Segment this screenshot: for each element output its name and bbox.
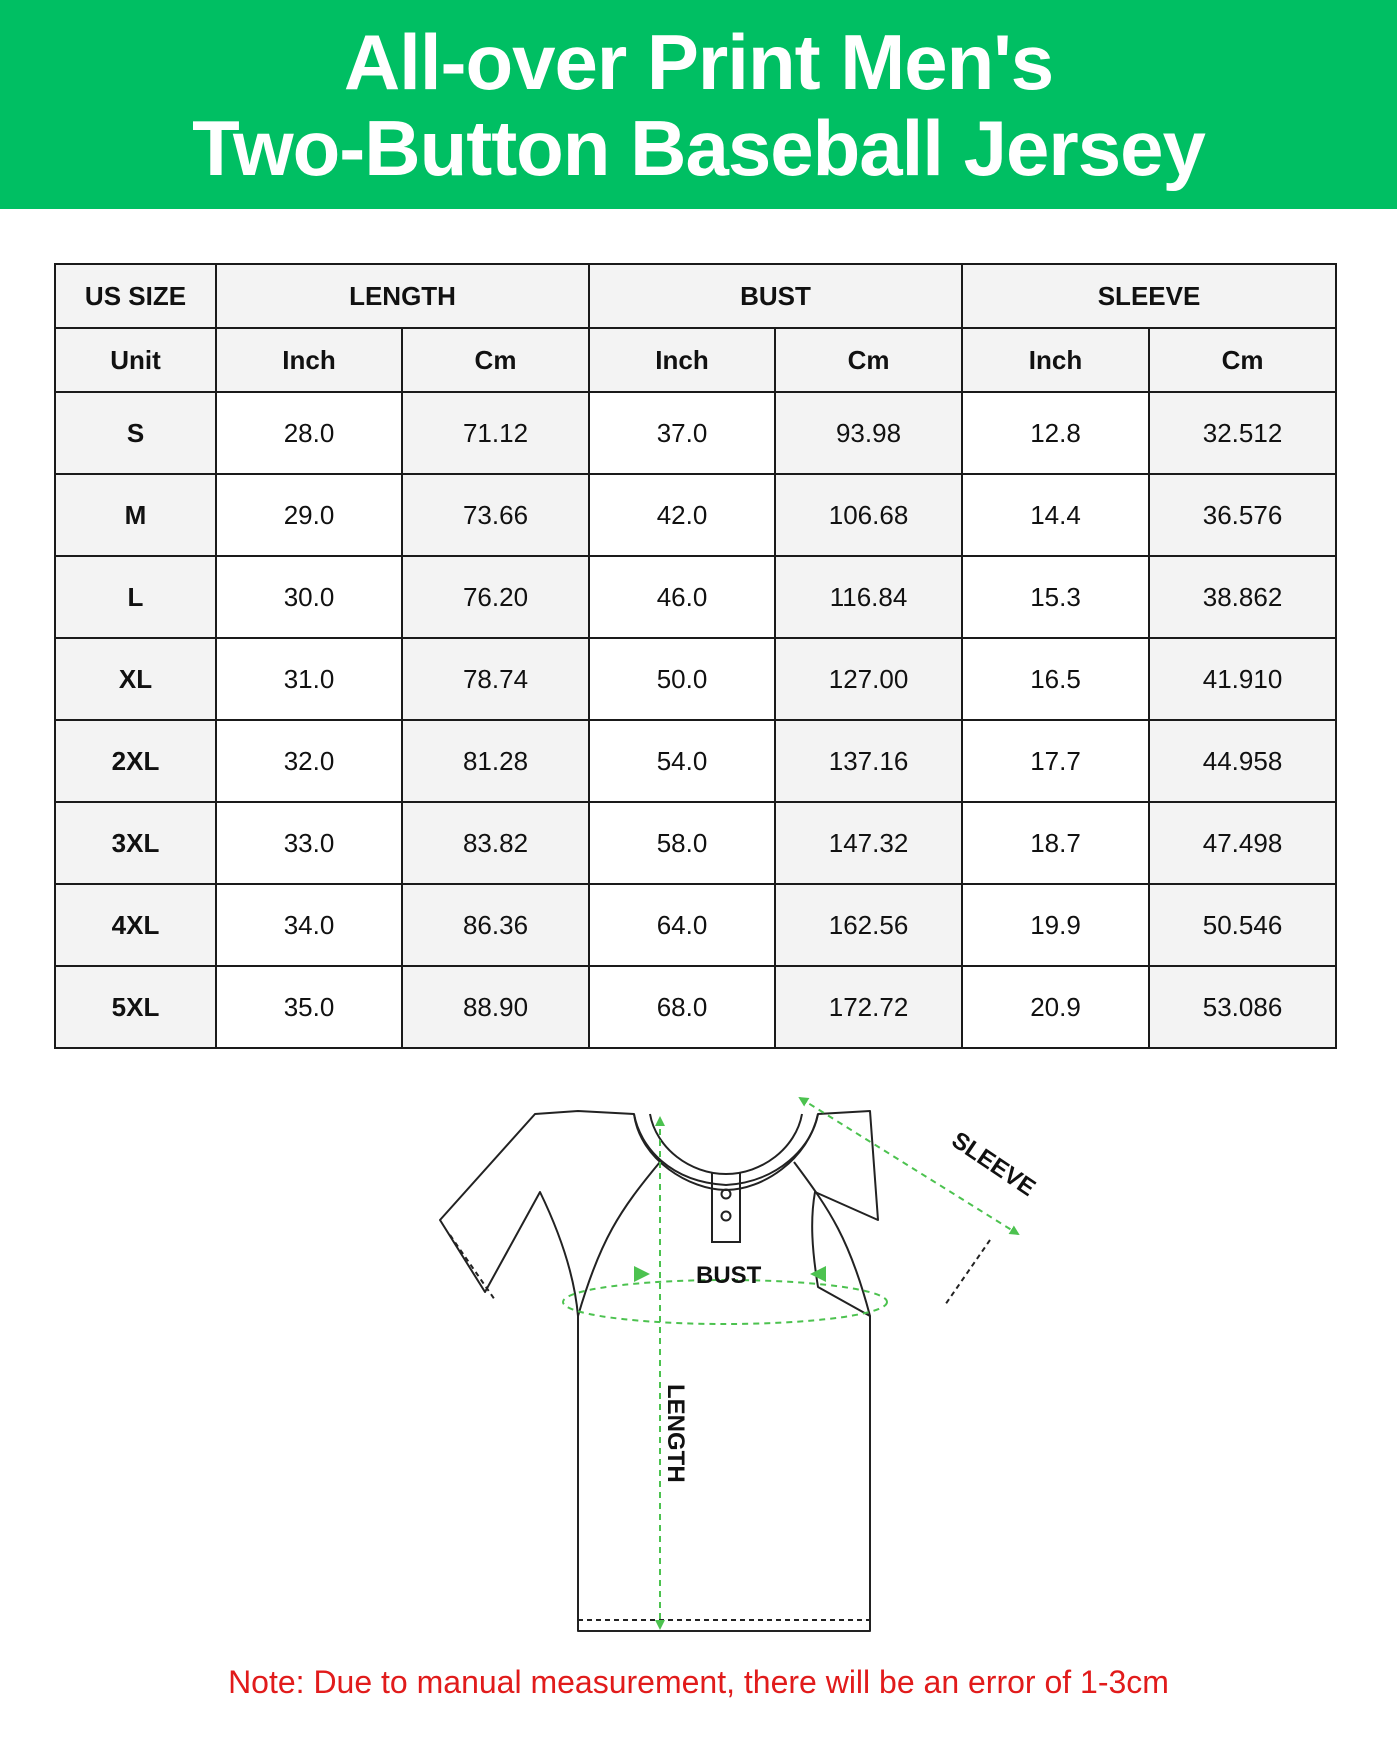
value-cell: 14.4 [962, 474, 1149, 556]
value-cell: 93.98 [775, 392, 962, 474]
size-chart-table [54, 263, 1337, 1049]
value-cell: 37.0 [589, 392, 775, 474]
sleeve-label: SLEEVE [946, 1126, 1041, 1202]
table-row [55, 802, 1336, 884]
page-title-line-2: Two-Button Baseball Jersey [192, 103, 1205, 192]
value-cell: 17.7 [962, 720, 1149, 802]
unit-cell: Inch [589, 328, 775, 392]
value-cell: 18.7 [962, 802, 1149, 884]
value-cell: 83.82 [402, 802, 589, 884]
value-cell: 78.74 [402, 638, 589, 720]
value-cell: 12.8 [962, 392, 1149, 474]
value-cell: 15.3 [962, 556, 1149, 638]
size-cell: 4XL [55, 884, 216, 966]
value-cell: 20.9 [962, 966, 1149, 1048]
table-row [55, 556, 1336, 638]
value-cell: 162.56 [775, 884, 962, 966]
value-cell: 44.958 [1149, 720, 1336, 802]
table-row [55, 720, 1336, 802]
table-unit-row [55, 328, 1336, 392]
value-cell: 33.0 [216, 802, 402, 884]
value-cell: 73.66 [402, 474, 589, 556]
unit-cell: Cm [1149, 328, 1336, 392]
value-cell: 76.20 [402, 556, 589, 638]
value-cell: 32.512 [1149, 392, 1336, 474]
bust-label: BUST [696, 1262, 762, 1289]
column-header-size: US SIZE [55, 264, 216, 328]
value-cell: 50.546 [1149, 884, 1336, 966]
value-cell: 36.576 [1149, 474, 1336, 556]
table-row [55, 638, 1336, 720]
value-cell: 147.32 [775, 802, 962, 884]
unit-cell: Cm [775, 328, 962, 392]
size-cell: S [55, 392, 216, 474]
value-cell: 50.0 [589, 638, 775, 720]
value-cell: 41.910 [1149, 638, 1336, 720]
unit-label: Unit [55, 328, 216, 392]
value-cell: 30.0 [216, 556, 402, 638]
column-header-sleeve: SLEEVE [962, 264, 1336, 328]
value-cell: 81.28 [402, 720, 589, 802]
size-rows [55, 392, 1336, 1048]
unit-cell: Cm [402, 328, 589, 392]
value-cell: 86.36 [402, 884, 589, 966]
value-cell: 28.0 [216, 392, 402, 474]
length-label: LENGTH [662, 1384, 689, 1483]
value-cell: 19.9 [962, 884, 1149, 966]
page-title-line-1: All-over Print Men's [343, 17, 1054, 106]
value-cell: 127.00 [775, 638, 962, 720]
value-cell: 29.0 [216, 474, 402, 556]
value-cell: 172.72 [775, 966, 962, 1048]
table-row [55, 884, 1336, 966]
value-cell: 116.84 [775, 556, 962, 638]
value-cell: 47.498 [1149, 802, 1336, 884]
value-cell: 68.0 [589, 966, 775, 1048]
column-header-bust: BUST [589, 264, 962, 328]
page-header [0, 0, 1397, 209]
table-header-row [55, 264, 1336, 328]
size-cell: 3XL [55, 802, 216, 884]
size-cell: XL [55, 638, 216, 720]
value-cell: 64.0 [589, 884, 775, 966]
value-cell: 31.0 [216, 638, 402, 720]
value-cell: 16.5 [962, 638, 1149, 720]
value-cell: 71.12 [402, 392, 589, 474]
value-cell: 53.086 [1149, 966, 1336, 1048]
value-cell: 32.0 [216, 720, 402, 802]
value-cell: 137.16 [775, 720, 962, 802]
value-cell: 35.0 [216, 966, 402, 1048]
size-cell: 2XL [55, 720, 216, 802]
value-cell: 34.0 [216, 884, 402, 966]
jersey-diagram [0, 1090, 1397, 1660]
value-cell: 58.0 [589, 802, 775, 884]
size-cell: 5XL [55, 966, 216, 1048]
table-row [55, 474, 1336, 556]
unit-cell: Inch [216, 328, 402, 392]
value-cell: 54.0 [589, 720, 775, 802]
value-cell: 106.68 [775, 474, 962, 556]
table-row [55, 392, 1336, 474]
value-cell: 38.862 [1149, 556, 1336, 638]
value-cell: 88.90 [402, 966, 589, 1048]
value-cell: 46.0 [589, 556, 775, 638]
unit-cell: Inch [962, 328, 1149, 392]
measurement-note: Note: Due to manual measurement, there will be an error of 1-3cm [228, 1664, 1169, 1700]
column-header-length: LENGTH [216, 264, 589, 328]
size-cell: L [55, 556, 216, 638]
value-cell: 42.0 [589, 474, 775, 556]
table-row [55, 966, 1336, 1048]
size-cell: M [55, 474, 216, 556]
